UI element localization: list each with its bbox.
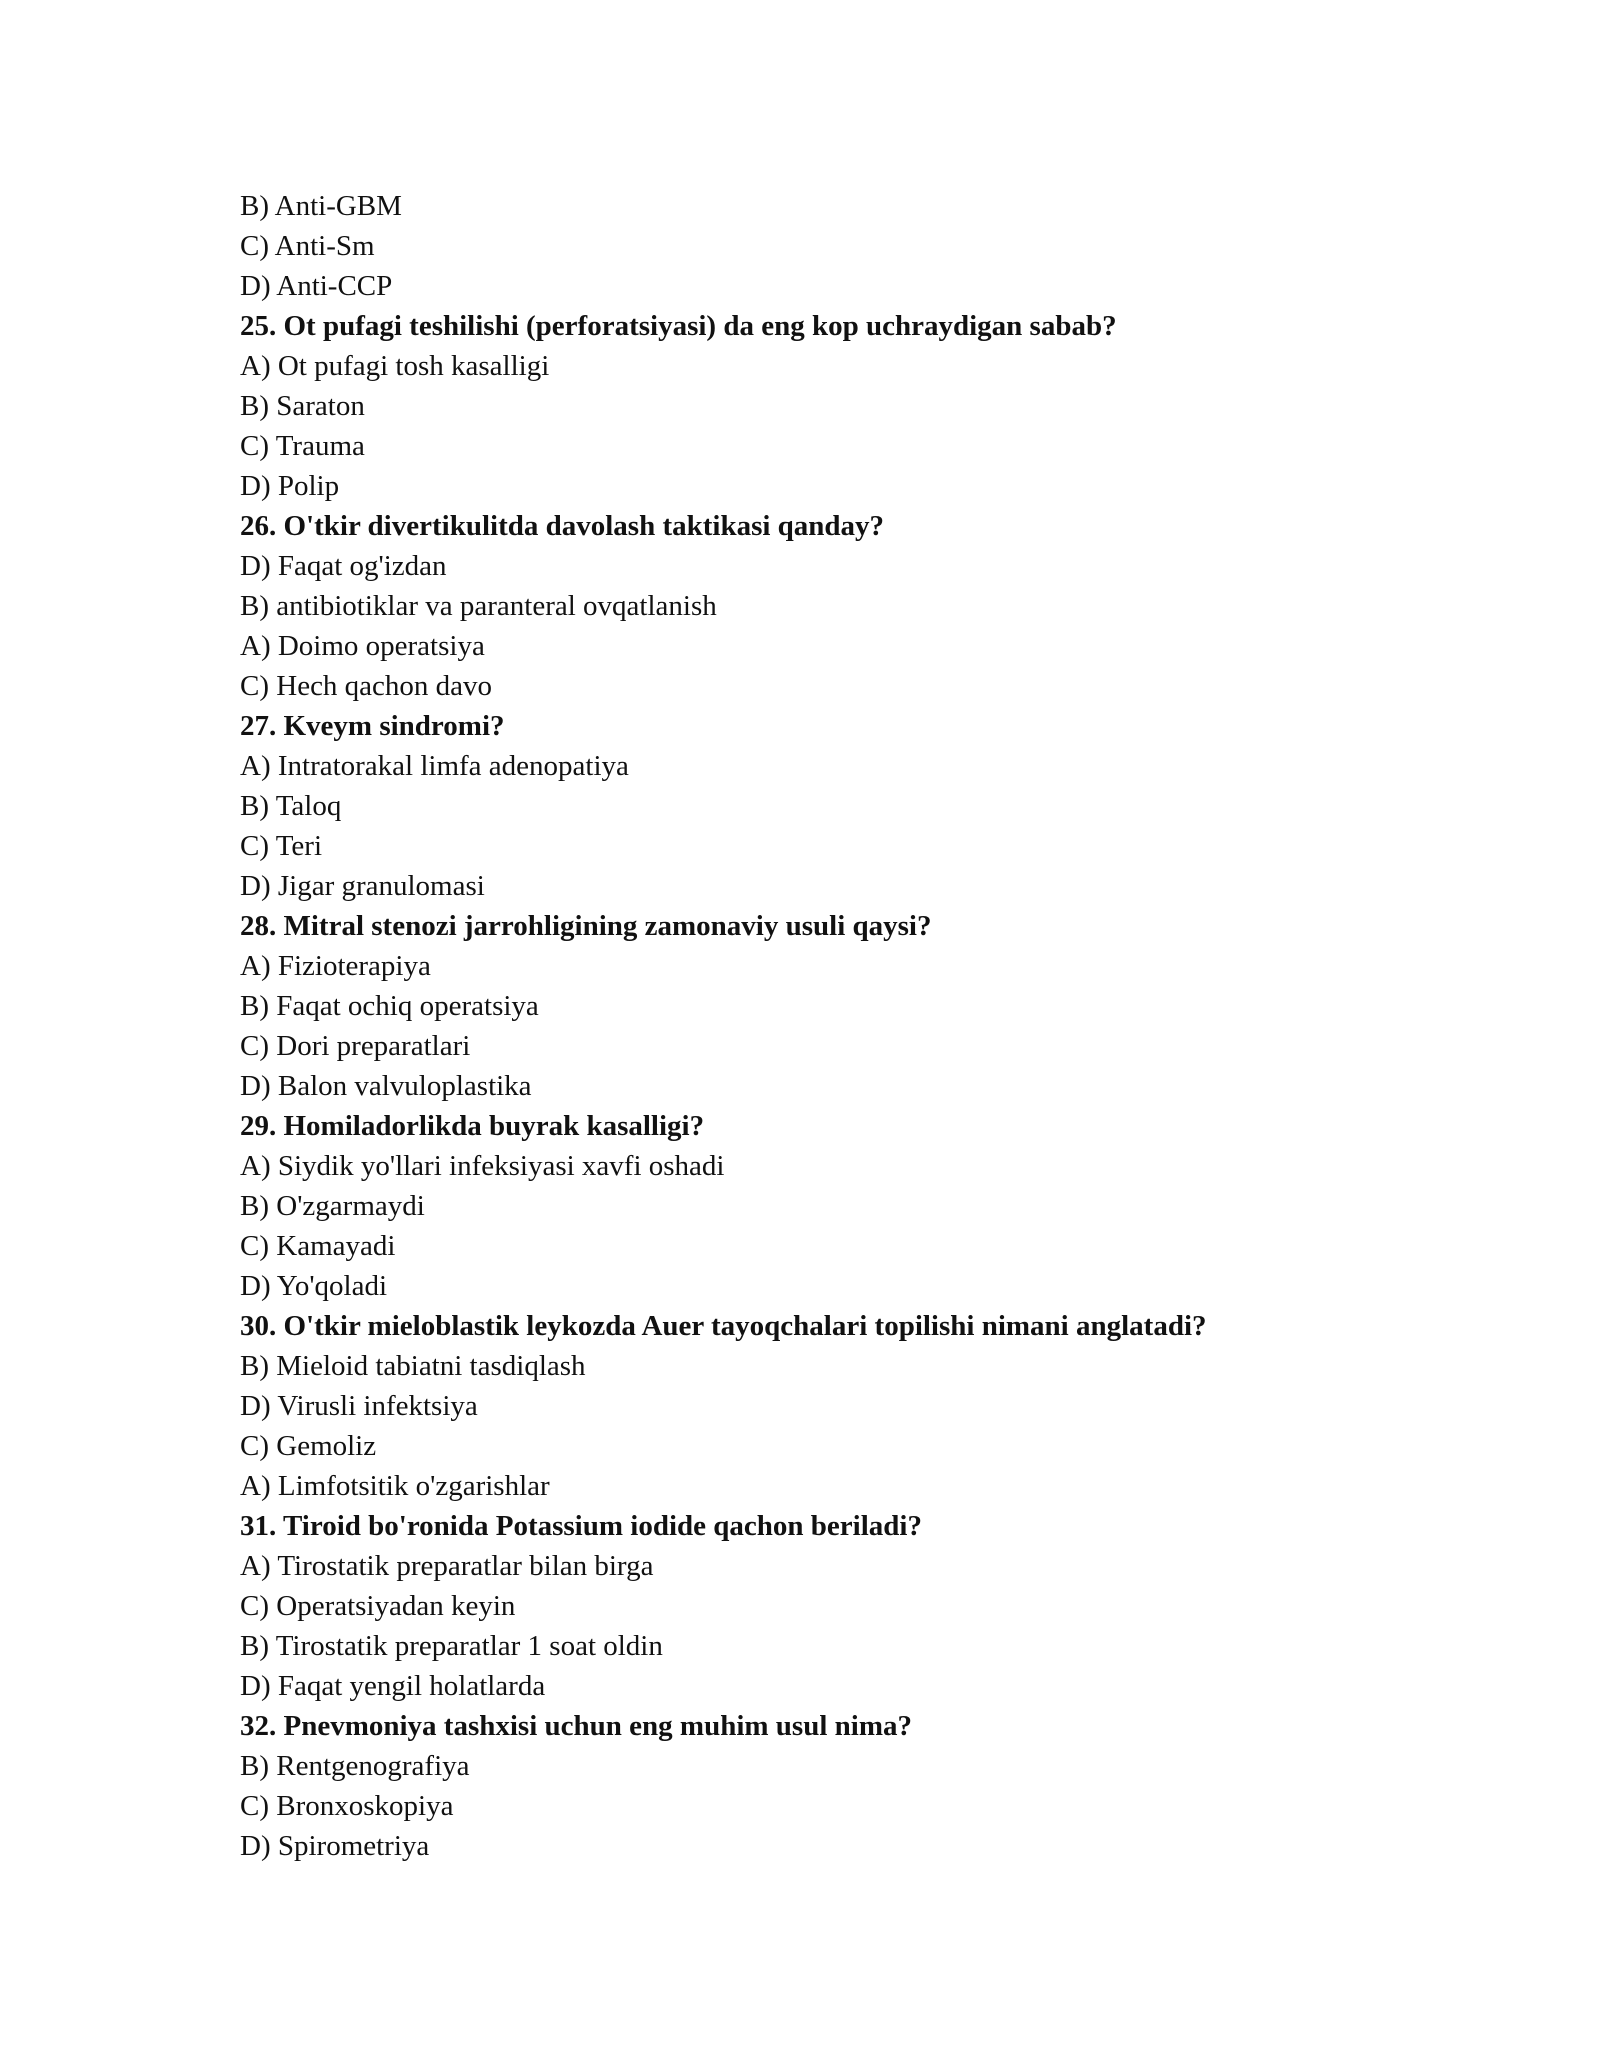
question-heading: 27. Kveym sindromi? [240,710,505,742]
answer-option: D) Faqat og'izdan [240,550,447,582]
answer-option: D) Polip [240,470,340,502]
answer-option: B) Anti-GBM [240,190,402,222]
question-heading: 32. Pnevmoniya tashxisi uchun eng muhim usul nima? [240,1710,912,1742]
answer-option: B) O'zgarmaydi [240,1190,425,1222]
answer-option: B) Taloq [240,790,342,822]
answer-option: C) Trauma [240,430,365,462]
answer-option: A) Ot pufagi tosh kasalligi [240,350,550,382]
answer-option: B) Mieloid tabiatni tasdiqlash [240,1350,586,1382]
question-heading: 29. Homiladorlikda buyrak kasalligi? [240,1110,705,1142]
answer-option: D) Jigar granulomasi [240,870,485,902]
answer-option: D) Faqat yengil holatlarda [240,1670,546,1702]
answer-option: C) Dori preparatlari [240,1030,471,1062]
question-heading: 26. O'tkir divertikulitda davolash taktikasi qanday? [240,510,885,542]
answer-option: B) Rentgenografiya [240,1750,470,1782]
question-heading: 28. Mitral stenozi jarrohligining zamonaviy usuli qaysi? [240,910,932,942]
answer-option: B) Tirostatik preparatlar 1 soat oldin [240,1630,663,1662]
answer-option: A) Limfotsitik o'zgarishlar [240,1470,550,1502]
answer-option: A) Doimo operatsiya [240,630,485,662]
answer-option: D) Virusli infektsiya [240,1390,478,1422]
question-heading: 31. Tiroid bo'ronida Potassium iodide qachon beriladi? [240,1510,922,1542]
question-heading: 30. O'tkir mieloblastik leykozda Auer tayoqchalari topilishi nimani anglatadi? [240,1310,1207,1342]
answer-option: D) Anti-CCP [240,270,393,302]
answer-option: B) antibiotiklar va paranteral ovqatlanish [240,590,717,622]
answer-option: C) Kamayadi [240,1230,396,1262]
answer-option: D) Yo'qoladi [240,1270,388,1302]
answer-option: A) Intratorakal limfa adenopatiya [240,750,629,782]
answer-option: C) Gemoliz [240,1430,377,1462]
answer-option: B) Saraton [240,390,365,422]
answer-option: C) Teri [240,830,323,862]
answer-option: D) Spirometriya [240,1830,430,1862]
answer-option: A) Tirostatik preparatlar bilan birga [240,1550,654,1582]
answer-option: C) Operatsiyadan keyin [240,1590,516,1622]
answer-option: A) Siydik yo'llari infeksiyasi xavfi oshadi [240,1150,725,1182]
answer-option: C) Anti-Sm [240,230,375,262]
answer-option: C) Hech qachon davo [240,670,493,702]
question-heading: 25. Ot pufagi teshilishi (perforatsiyasi) da eng kop uchraydigan sabab? [240,310,1117,342]
answer-option: D) Balon valvuloplastika [240,1070,532,1102]
answer-option: C) Bronxoskopiya [240,1790,454,1822]
answer-option: A) Fizioterapiya [240,950,431,982]
answer-option: B) Faqat ochiq operatsiya [240,990,539,1022]
document-body [240,186,1420,1866]
